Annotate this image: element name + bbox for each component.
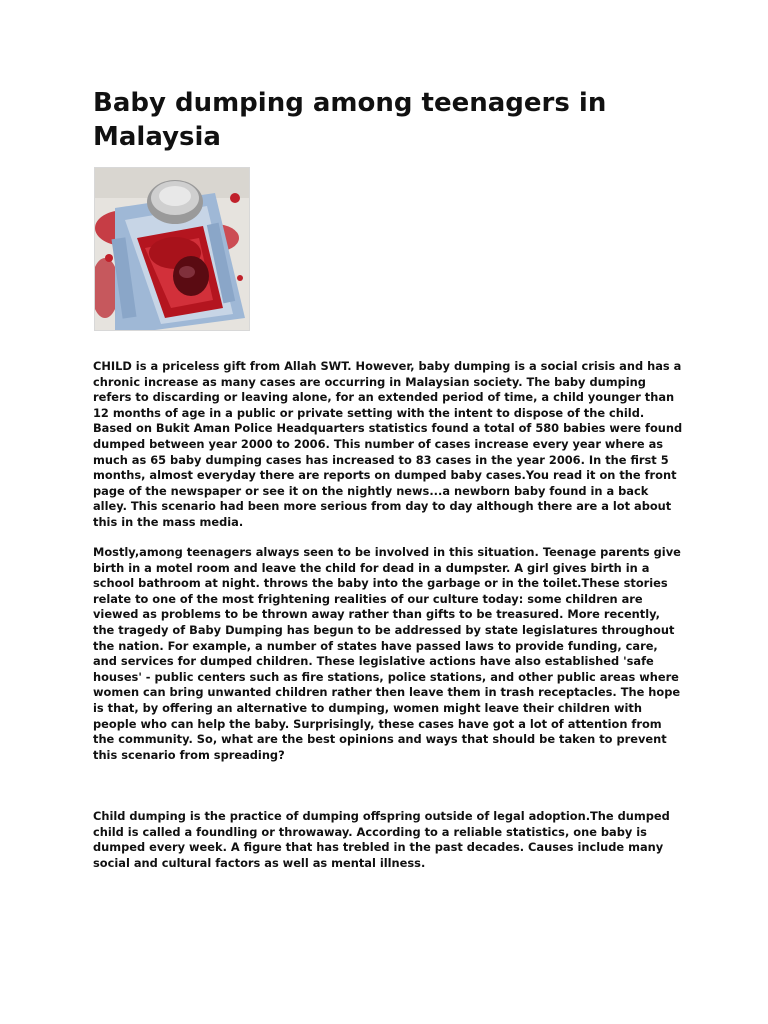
paragraph-teenagers: Mostly,among teenagers always seen to be involved in this situation. Teenage parents give birth in a motel room and leave the child for dead in a dumpster. A girl gives birth in a school bathroom at night. throws the baby into the garbage or in the toilet.These stories relate to one of the most frightening realities of our culture today: some children are viewed as problems to be thrown away rather than gifts to be treasured. More recently, the tragedy of Baby Dumping has begun to be addressed by state legislatures throughout the nation. For example, a number of states have passed laws to provide funding, care, and services for dumped children. These legislative actions have also established 'safe houses' - public centers such as fire stations, police stations, and other public areas where women can bring unwanted children rather then leave them in trash receptacles. The hope is that, by offering an alternative to dumping, women might leave their children with people who can help the baby. Surprisingly, these cases have got a lot of attention from the community. So, what are the best opinions and ways that should be taken to prevent this scenario from spreading? (93, 545, 681, 762)
paragraph-intro: CHILD is a priceless gift from Allah SWT. However, baby dumping is a social crisis and has a chronic increase as many cases are occurring in Malaysian society. The baby dumping refers to discarding or leaving alone, for an extended period of time, a child younger than 12 months of age in a public or private setting with the intent to dispose of the child. Based on Bukit Aman Police Headquarters statistics found a total of 580 babies were found dumped between year 2000 to 2006. This number of cases increase every year where as much as 65 baby dumping cases has increased to 83 cases in the year 2006. In the first 5 months, almost everyday there are reports on dumped baby cases.You read it on the front page of the newspaper or see it on the nightly news...a newborn baby found in a back alley. This scenario had been more serious from day to day although there are a lot about this in the mass media. (93, 359, 683, 529)
article-photo (94, 167, 250, 331)
paragraph-definition: Child dumping is the practice of dumping offspring outside of legal adoption.The dumped child is called a foundling or throwaway. According to a reliable statistics, one baby is dumped every week. A figure that has trebled in the past decades. Causes include many social and cultural factors as well as mental illness. (93, 809, 670, 870)
page-title: Baby dumping among teenagers in Malaysia (93, 88, 607, 152)
photo-illustration (95, 168, 249, 330)
